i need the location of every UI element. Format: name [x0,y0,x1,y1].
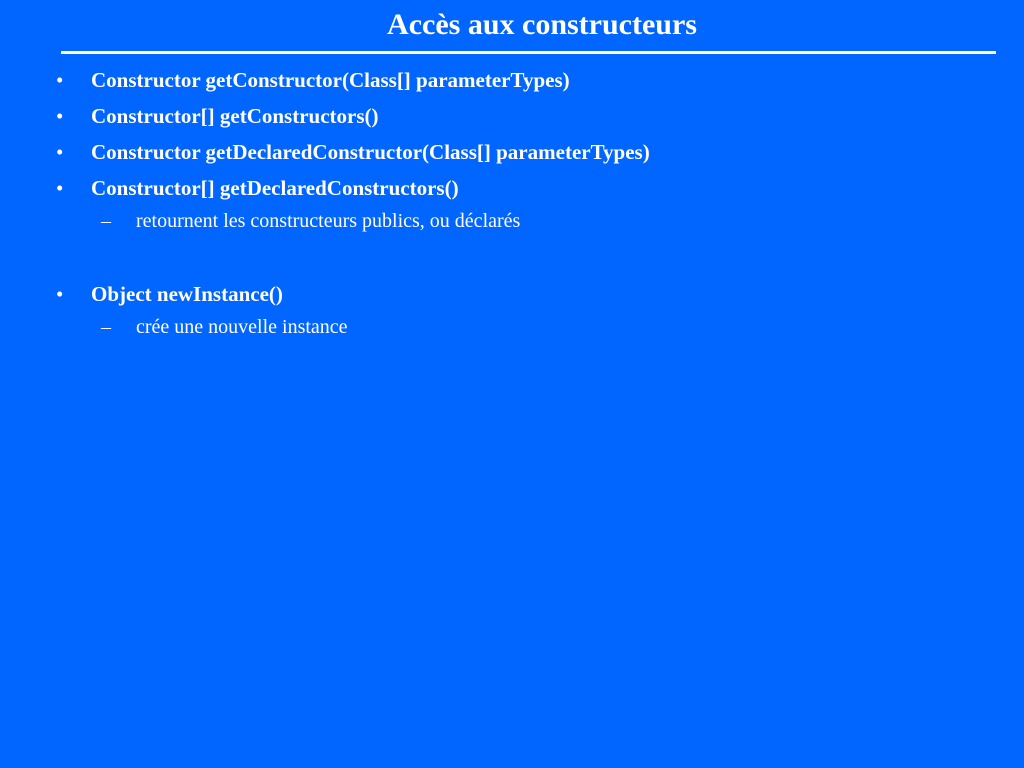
bullet-item [0,170,1024,206]
sub-bullet-marker: – [101,316,111,338]
bullet-text: Object newInstance() [91,282,283,306]
sub-bullet-text: retournent les constructeurs publics, ou déclarés [136,210,521,232]
bullet-text: Constructor[] getDeclaredConstructors() [91,176,459,200]
sub-bullet-text: crée une nouvelle instance [136,316,348,338]
bullet-marker: • [56,140,64,164]
bullet-marker: • [56,282,64,306]
title-underline [61,51,996,54]
bullet-text: Constructor getDeclaredConstructor(Class[] parameterTypes) [91,140,650,164]
bullet-item [0,98,1024,134]
bullet-item [0,134,1024,170]
bullet-marker: • [56,68,64,92]
spacer [0,238,1024,276]
bullet-marker: • [56,104,64,128]
bullet-item [0,62,1024,98]
bullet-item [0,276,1024,312]
sub-bullet-marker: – [101,210,111,232]
sub-bullet-item [0,206,1024,238]
bullet-marker: • [56,176,64,200]
slide-title: Accès aux constructeurs [387,8,697,41]
bullet-text: Constructor getConstructor(Class[] parameterTypes) [91,68,570,92]
bullet-list [0,62,1024,344]
bullet-text: Constructor[] getConstructors() [91,104,379,128]
sub-bullet-item [0,312,1024,344]
